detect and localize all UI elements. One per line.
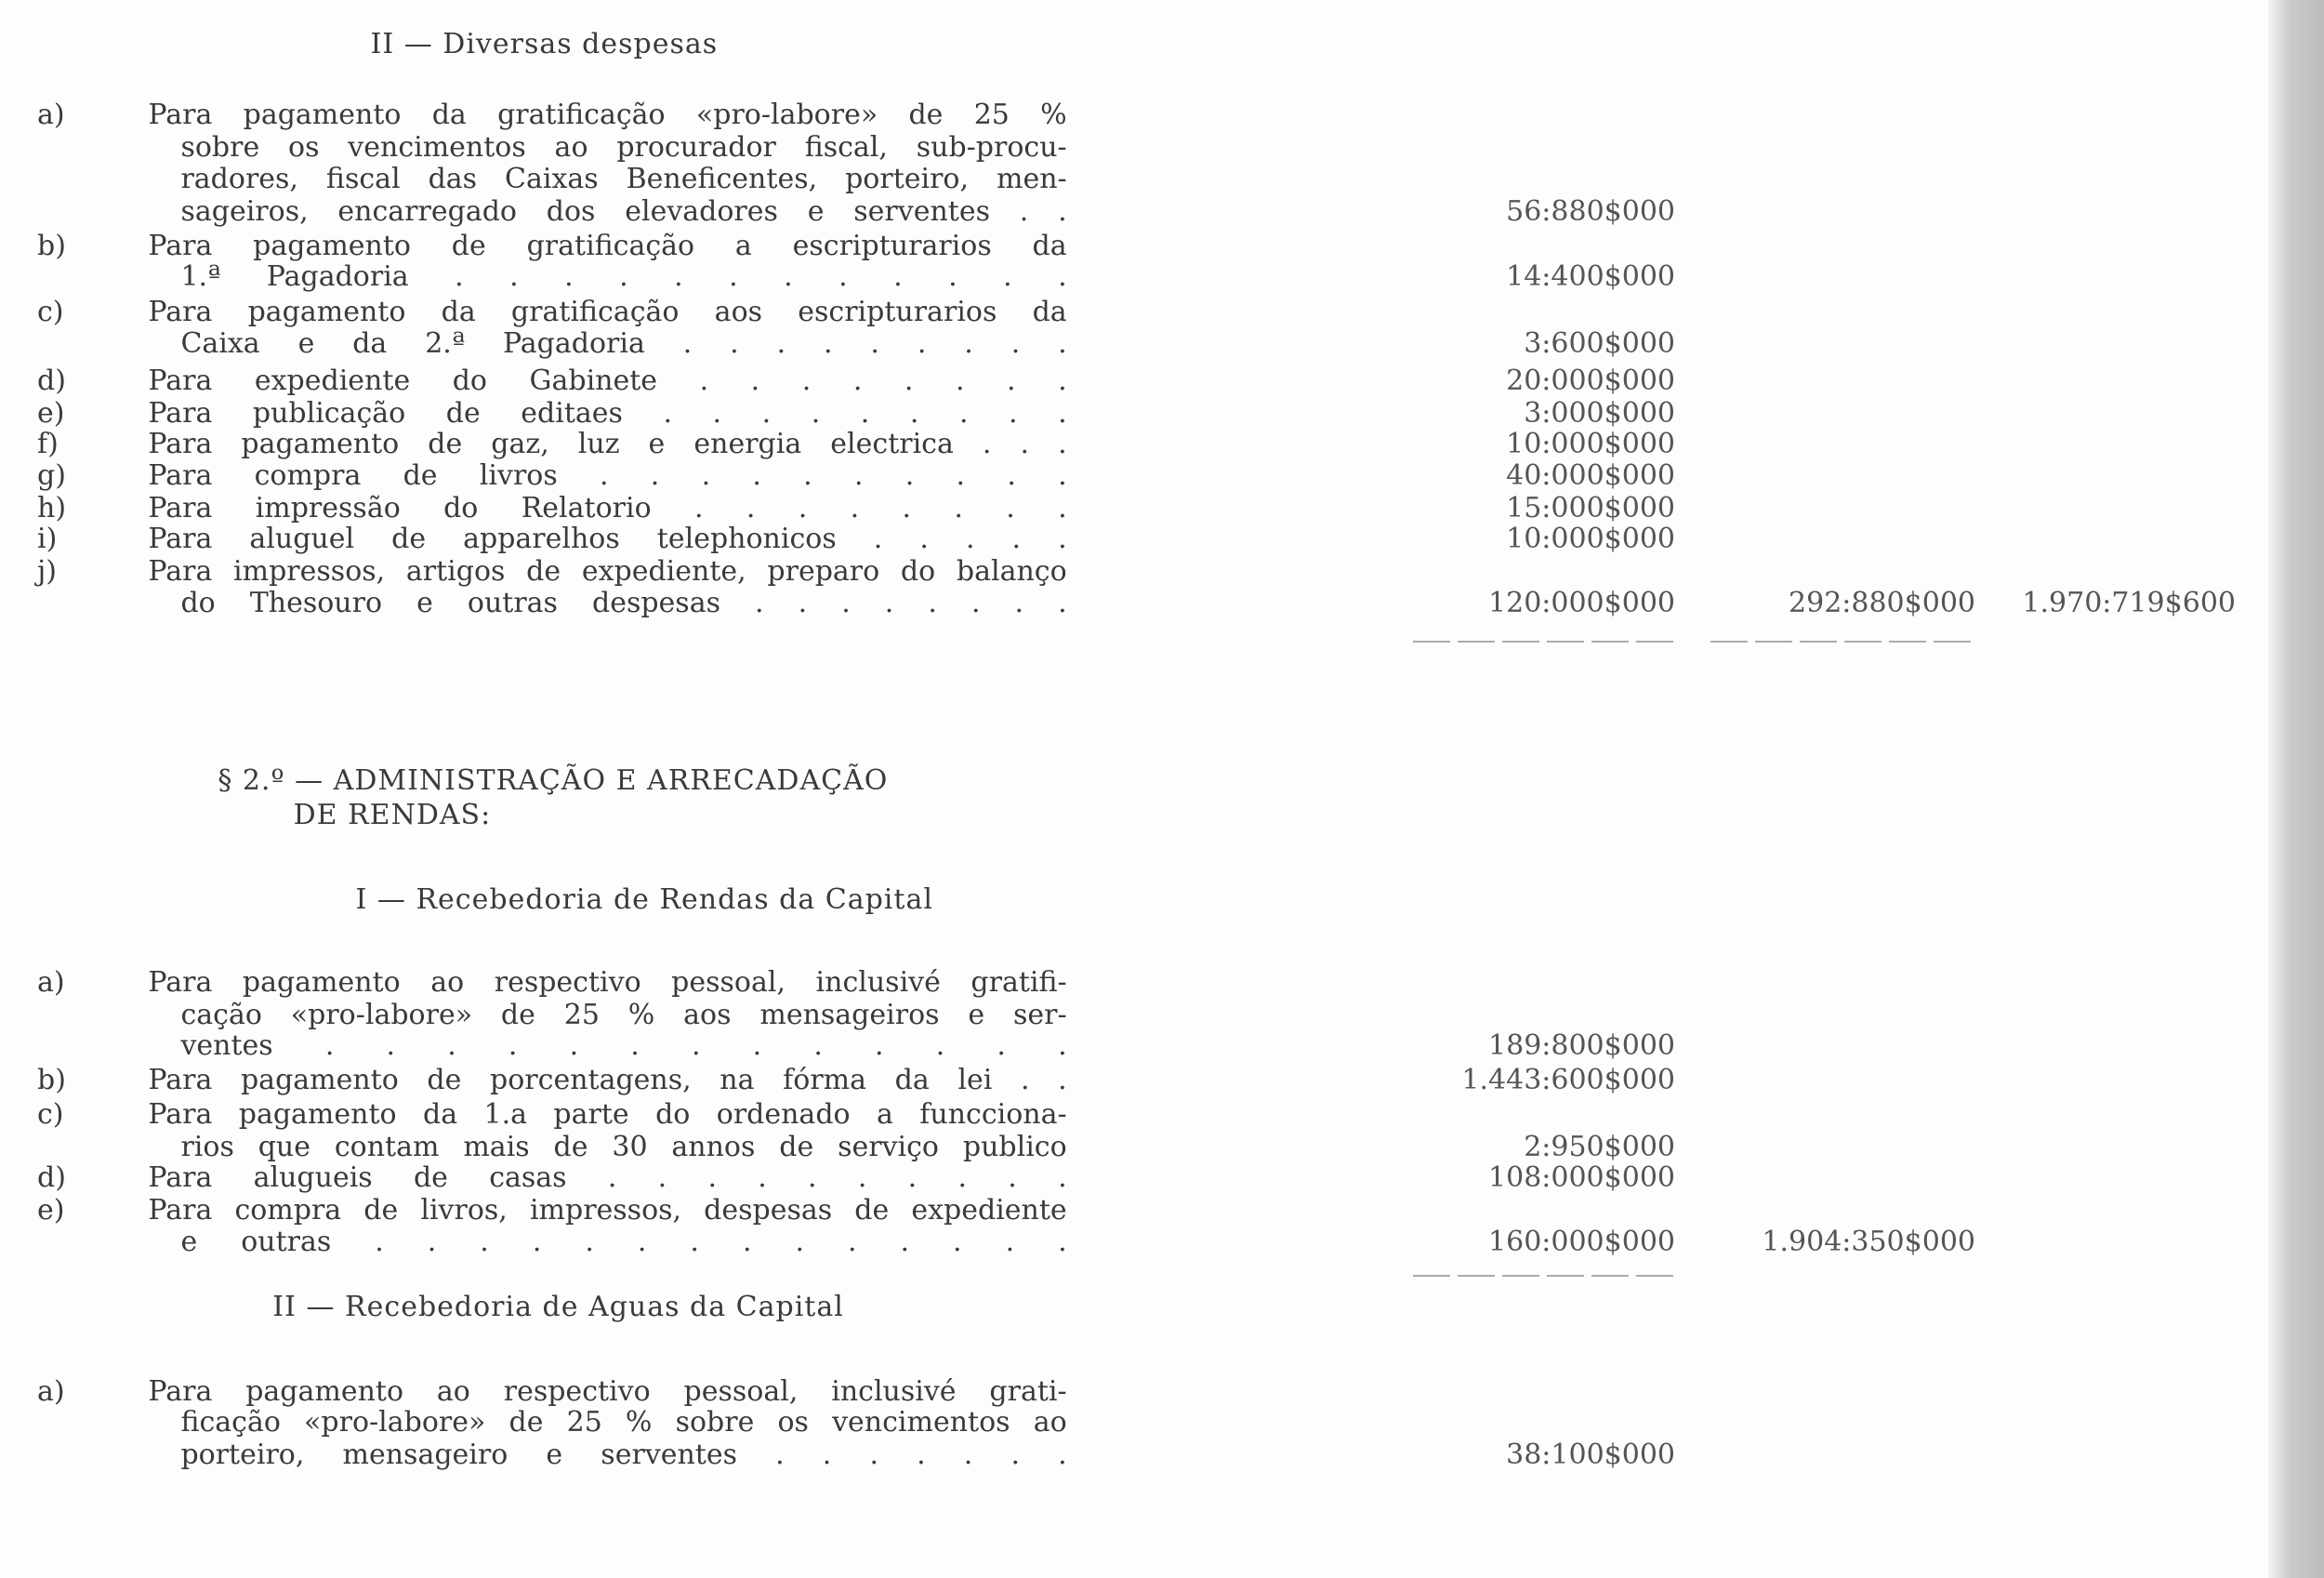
item-text: 1.ª Pagadoria . . . . . . . . . . . .	[180, 260, 1067, 294]
item-amount: 3:000$000	[1524, 396, 1675, 430]
item-amount: 10:000$000	[1506, 428, 1675, 461]
scan-edge-shadow	[2268, 0, 2324, 1578]
item-marker: e)	[37, 1194, 65, 1227]
item-text: Para pagamento de gaz, luz e energia electrica . . .	[148, 428, 1067, 461]
item-amount: 2:950$000	[1524, 1130, 1675, 1163]
item-text: ficação «pro-labore» de 25 % sobre os vencimentos ao	[180, 1406, 1067, 1439]
total-rule	[1710, 641, 1975, 643]
item-text: Para pagamento de gratificação a escripturarios da	[148, 229, 1067, 262]
total-rule	[1413, 1275, 1678, 1277]
item-text: e outras . . . . . . . . . . . . . .	[180, 1225, 1067, 1258]
item-amount: 1.443:600$000	[1461, 1064, 1675, 1097]
item-amount: 38:100$000	[1506, 1439, 1675, 1472]
item-text: Caixa e da 2.ª Pagadoria . . . . . . . . .	[180, 326, 1067, 360]
section-heading: DE RENDAS:	[293, 798, 492, 831]
item-amount: 40:000$000	[1506, 458, 1675, 492]
item-amount: 3:600$000	[1524, 326, 1675, 360]
item-text: rios que contam mais de 30 annos de serviço publico	[180, 1130, 1067, 1163]
item-amount: 189:800$000	[1488, 1029, 1675, 1063]
item-text: cação «pro-labore» de 25 % aos mensageiros e ser-	[180, 998, 1067, 1031]
item-text: do Thesouro e outras despesas . . . . . . . .	[180, 586, 1067, 619]
item-text: radores, fiscal das Caixas Beneficentes, porteiro, men-	[180, 162, 1067, 195]
item-amount: 120:000$000	[1488, 586, 1675, 619]
item-text: Para aluguel de apparelhos telephonicos . . . . .	[148, 523, 1067, 556]
item-marker: a)	[37, 99, 65, 132]
item-amount: 20:000$000	[1506, 364, 1675, 397]
item-amount: 160:000$000	[1488, 1225, 1675, 1258]
item-text: Para expediente do Gabinete . . . . . . . .	[148, 364, 1067, 397]
subtotal-amount: 1.904:350$000	[1762, 1225, 1975, 1258]
item-marker: a)	[37, 965, 65, 999]
section-heading: I — Recebedoria de Rendas da Capital	[355, 882, 933, 916]
item-marker: c)	[37, 296, 64, 329]
item-text: Para compra de livros . . . . . . . . . .	[148, 458, 1067, 492]
item-text: Para pagamento da gratificação aos escripturarios da	[148, 296, 1067, 329]
section-heading: § 2.º — ADMINISTRAÇÃO E ARRECADAÇÃO	[218, 764, 889, 798]
item-marker: c)	[37, 1097, 64, 1131]
item-text: Para pagamento de porcentagens, na fórma da lei . .	[148, 1064, 1067, 1097]
item-amount: 14:400$000	[1506, 260, 1675, 294]
item-text: porteiro, mensageiro e serventes . . . . . . .	[180, 1439, 1067, 1472]
item-text: Para pagamento ao respectivo pessoal, inclusivé gratifi-	[148, 965, 1067, 999]
item-marker: b)	[37, 1064, 66, 1097]
item-text: Para pagamento ao respectivo pessoal, inclusivé grati-	[148, 1374, 1067, 1408]
item-text: sageiros, encarregado dos elevadores e serventes . .	[180, 194, 1067, 228]
item-marker: i)	[37, 523, 58, 556]
item-text: Para compra de livros, impressos, despesas de expediente	[148, 1194, 1067, 1227]
total-amount: 1.970:719$600	[2022, 586, 2236, 619]
section-heading: II — Diversas despesas	[370, 27, 719, 60]
item-text: Para alugueis de casas . . . . . . . . . .	[148, 1161, 1067, 1195]
item-text: Para impressos, artigos de expediente, preparo do balanço	[148, 555, 1067, 589]
item-marker: a)	[37, 1374, 65, 1408]
item-text: Para pagamento da 1.a parte do ordenado a funcciona-	[148, 1097, 1067, 1131]
item-text: ventes . . . . . . . . . . . . .	[180, 1029, 1067, 1063]
item-marker: d)	[37, 1161, 66, 1195]
total-rule	[1413, 641, 1678, 643]
item-text: sobre os vencimentos ao procurador fiscal, sub-procu-	[180, 131, 1067, 165]
item-marker: b)	[37, 229, 66, 262]
item-text: Para pagamento da gratificação «pro-labore» de 25 %	[148, 99, 1067, 132]
item-amount: 10:000$000	[1506, 523, 1675, 556]
item-marker: h)	[37, 491, 67, 524]
item-marker: d)	[37, 364, 66, 397]
item-text: Para publicação de editaes . . . . . . . . .	[148, 396, 1067, 430]
item-marker: g)	[37, 458, 66, 492]
item-text: Para impressão do Relatorio . . . . . . . .	[148, 491, 1067, 524]
item-amount: 15:000$000	[1506, 491, 1675, 524]
section-heading: II — Recebedoria de Aguas da Capital	[272, 1290, 844, 1323]
subtotal-amount: 292:880$000	[1789, 586, 1975, 619]
item-marker: e)	[37, 396, 65, 430]
item-amount: 108:000$000	[1488, 1161, 1675, 1195]
item-marker: j)	[37, 555, 58, 589]
item-amount: 56:880$000	[1506, 194, 1675, 228]
item-marker: f)	[37, 428, 59, 461]
